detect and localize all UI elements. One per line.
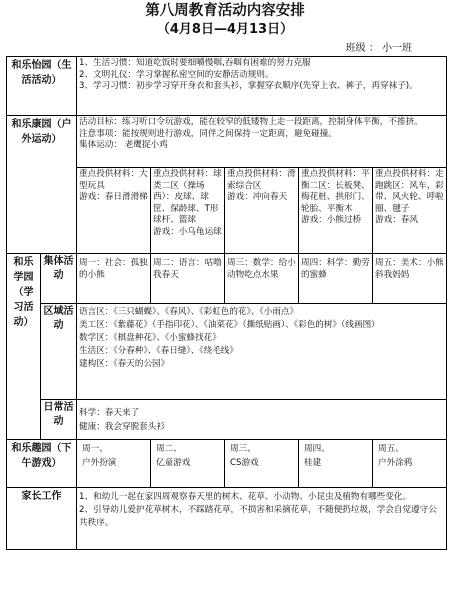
- play-day: 周三、 CS游戏: [225, 440, 299, 488]
- page-title: 第八周教育活动内容安排: [145, 3, 305, 19]
- section-label-health: 和乐康园（户外运动）: [7, 116, 77, 254]
- daily-content: [77, 400, 447, 440]
- section-label-parents: 家长工作: [7, 488, 77, 550]
- collective-day: 周二：语言：咕噜我春天: [151, 254, 225, 304]
- collective-day: 周五：美术：小熊斜我妈妈: [373, 254, 447, 304]
- play-day: 周五、 户外涂鸦: [373, 440, 447, 488]
- health-goal: 活动目标：练习听口令玩游戏，能在较窄的低矮物上走一段距离，控制身体平衡，不推挤。: [79, 117, 423, 127]
- row-study-daily: [7, 400, 447, 440]
- area-line: 生活区：《分春种》、《春日缝》、《绕毛线》: [79, 346, 238, 356]
- areas-content: [77, 304, 447, 400]
- health-notice: 注意事项：能按规则进行游戏，同伴之间保持一定距离，避免碰撞。: [79, 128, 337, 139]
- schedule-table: [6, 56, 447, 550]
- section-label-play: 和乐趣园（下午游戏）: [7, 440, 77, 488]
- life-item: 3、学习习惯：初步学习穿开身衣和套头衫，掌握穿衣顺序(先穿上衣、裤子，再穿袜子)。: [79, 81, 418, 91]
- life-content: [77, 57, 447, 116]
- health-goals: [77, 116, 447, 168]
- parents-content: [77, 488, 447, 550]
- area-line: 数学区：《棋盘种花》、《小蜜蜂找花》: [79, 333, 221, 343]
- class-label: 班级 ： 小一班: [345, 43, 412, 54]
- collective-day: 周四：科学：勤劳的蜜蜂: [299, 254, 373, 304]
- row-play: [7, 440, 447, 488]
- life-item: 2、文明礼仪：学习掌握私密空间的安静活动规则。: [79, 69, 274, 80]
- health-group-game: 集体运动： 老鹰捉小鸡: [79, 140, 168, 150]
- sub-label-daily: 日常活动: [41, 400, 77, 440]
- date-range: （4月8日—4月13日）: [156, 22, 294, 37]
- section-label-study: 和乐学园（学习活动）: [7, 254, 41, 440]
- row-study-collective: [7, 254, 447, 304]
- sub-label-collective: 集体活动: [41, 254, 77, 304]
- parents-item: 2、引导幼儿爱护花草树木，不踩踏花草，不损害和采摘花草，不随便扔垃圾，学会自觉遵守公共秩序。: [79, 505, 437, 528]
- parents-item: 1、和幼儿一起在家四周观察春天里的树木、花草、小动物、小昆虫及植物有哪些变化。: [79, 492, 412, 502]
- row-health-goals: [7, 116, 447, 168]
- area-line: 建构区：《春天的公园》: [79, 359, 170, 369]
- play-day: 周四、 桂建: [299, 440, 373, 488]
- play-day: 周一、 户外扮演: [77, 440, 151, 488]
- material-cell: 重点投供材料：平衡二区：长板凳、梅花桩、拱形门、轮胎、平衡木 游戏：小熊过桥: [299, 168, 373, 254]
- material-cell: 重点投供材料：走跑跳区：风车、彩带、风火轮、呼啦圈、毽子 游戏：春风: [373, 168, 447, 254]
- play-day: 周二、 亿童游戏: [151, 440, 225, 488]
- section-label-life: 和乐怡园（生活活动）: [7, 57, 77, 116]
- material-cell: 重点投供材料：大型玩具 游戏：春日滑滑梯: [77, 168, 151, 254]
- row-study-areas: [7, 304, 447, 400]
- area-line: 语言区：《三只蝴蝶》、《春风》、《彩虹色的花》、《小雨点》: [79, 307, 299, 317]
- row-parents: [7, 488, 447, 550]
- daily-line: 科学：春天来了: [79, 407, 140, 418]
- row-life: [7, 57, 447, 116]
- material-cell: 重点投供材料：滑索综合区 游戏：冲向春天: [225, 168, 299, 254]
- life-item: 1、生活习惯：知道吃饭时要细嚼慢咽,吞咽有困难的努力克服: [79, 58, 311, 68]
- material-cell: 重点投供材料：球类二区（操场西）：皮球、球筐、保龄球、T形球杆、篮球 游戏：小乌龟运球: [151, 168, 225, 254]
- area-line: 美工区：《紫藤花》（手指印花）、《油菜花》（撕纸贴画）、《彩色的树》（线画图）: [79, 320, 380, 330]
- collective-day: 周一：社会：孤独的小熊: [77, 254, 151, 304]
- collective-day: 周三：数学：给小动物吃点水果: [225, 254, 299, 304]
- daily-line: 健康：我会穿脱套头衫: [79, 421, 165, 432]
- sub-label-areas: 区域活动: [41, 304, 77, 400]
